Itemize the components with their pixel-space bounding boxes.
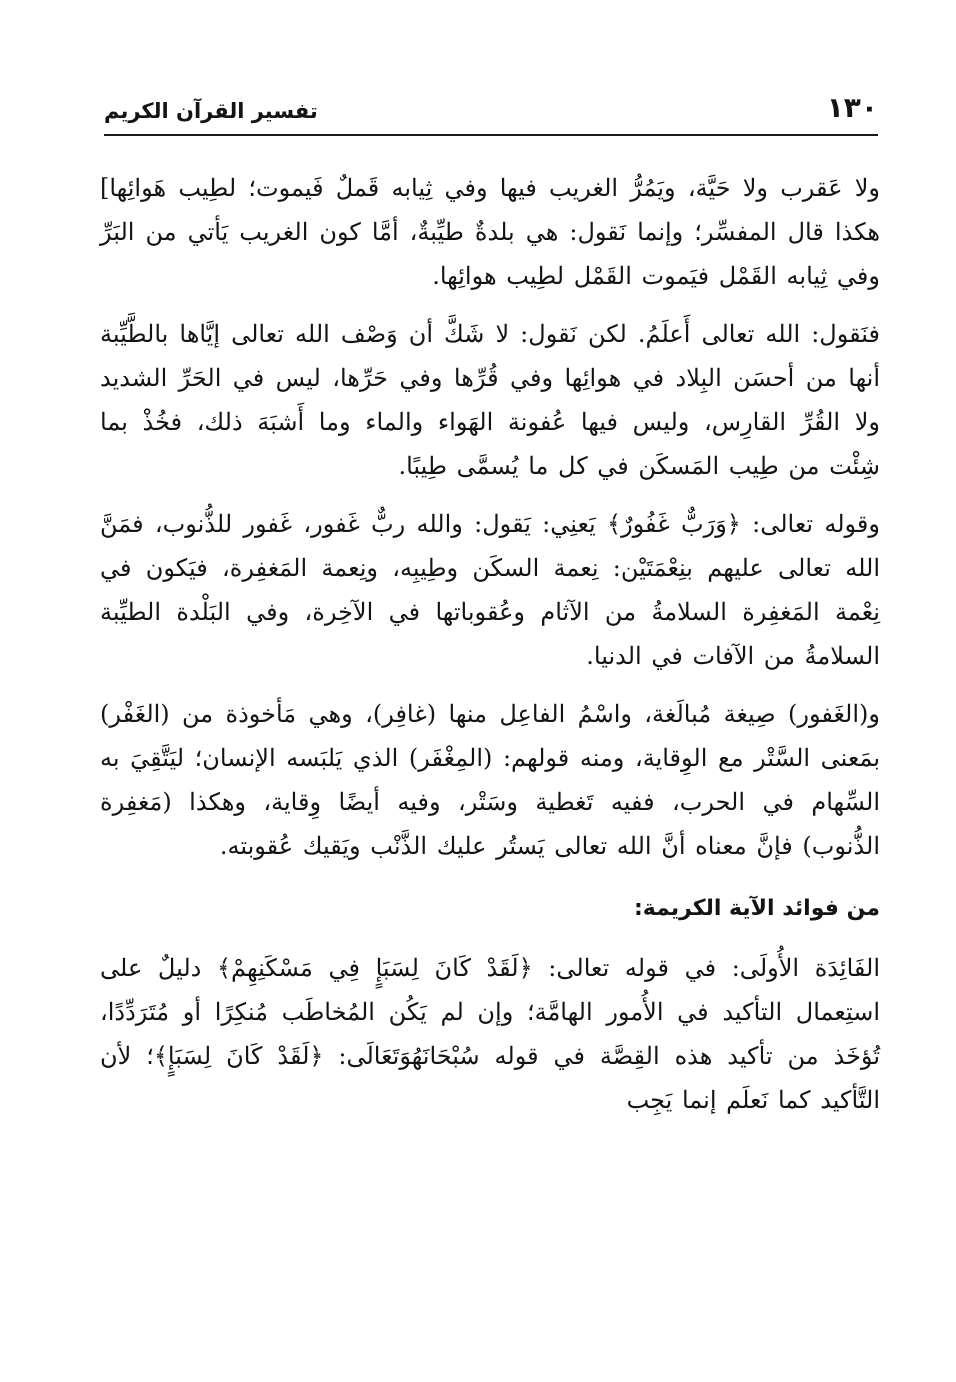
paragraph-4: و(الغَفور) صِيغة مُبالَغة، واسْمُ الفاعِل منها (غافِر)، وهي مَأخوذة من (الغَفْر) بمَعنى السَّتْر مع الوِقاية، ومنه قولهم: (المِغْفَر) الذي يَلبَسه الإنسان؛ ليَتَّقِيَ به السِّهام في الحرب، ففيه تَغطية وسَتْر، وفيه أيضًا وِقاية، وهكذا (مَغفِرة الذُّنوب) فإنَّ معناه أنَّ الله تعالى يَستُر عليك الذَّنْب ويَقيك عُقوبته. bbox=[100, 700, 881, 860]
paragraph-1: ولا عَقرب ولا حَيَّة، ويَمُرُّ الغريب فيها وفي ثِيابه قَملٌ فَيموت؛ لطِيب هَوائِها] هكذا قال المفسِّر؛ وإنما نَقول: هي بلدةٌ طيِّبةٌ، أمَّا كون الغريب يَأتي من البَرِّ وفي ثِيابه القَمْل فيَموت القَمْل لطِيب هوائِها. bbox=[100, 174, 880, 290]
paragraph-3: وقوله تعالى: ﴿وَرَبٌّ غَفُورٌ﴾ يَعنِي: يَقول: والله ربٌّ غَفور، غَفور للذُّنوب، فمَنَّ الله تعالى عليهم بنِعْمَتَيْن: نِعمة السكَن وطِيبِه، ونِعمة المَغفِرة، فيَكون في نِعْمة المَغفِرة السلامةُ من الآثام وعُقوباتها في الآخِرة، وفي البَلْدة الطيِّبة السلامةُ من الآفات في الدنيا. bbox=[100, 510, 881, 670]
section-heading: من فوائد الآية الكريمة: bbox=[633, 896, 880, 921]
header-divider bbox=[104, 134, 878, 136]
benefit-paragraph: الفَائِدَة الأُولَى: في قوله تعالى: ﴿لَقَدْ كَانَ لِسَبَإٍ فِي مَسْكَنِهِمْ﴾ دليلٌ على استِعمال التأكيد في الأُمور الهامَّة؛ وإن لم يَكُن المُخاطَب مُنكِرًا أو مُتَرَدِّدًا، تُؤخَذ من تأكيد هذه القِصَّة في قوله سُبْحَانَهُوَتَعَالَى: ﴿لَقَدْ كَانَ لِسَبَإٍ﴾؛ لأن التَّأكيد كما نَعلَم إنما يَجِب bbox=[100, 954, 880, 1114]
running-title: تفسير القرآن الكريم bbox=[104, 99, 318, 123]
page-body bbox=[100, 166, 880, 1122]
page-header bbox=[104, 88, 878, 132]
paragraph-2: فنَقول: الله تعالى أَعلَمُ. لكن نَقول: لا شَكَّ أن وَصْف الله تعالى إيَّاها بالطَّيِّبة أنها من أحسَن البِلاد في هوائِها وفي قُرِّها وفي حَرِّها، ليس في الحَرِّ الشديد ولا القُرِّ القارِس، وليس فيها عُفونة الهَواء والماء وما أَشبَهَ ذلك، فخُذْ بما شِئْت من طِيب المَسكَن في كل ما يُسمَّى طِيبًا. bbox=[100, 320, 880, 480]
page-number: ١٣٠ bbox=[826, 91, 878, 124]
